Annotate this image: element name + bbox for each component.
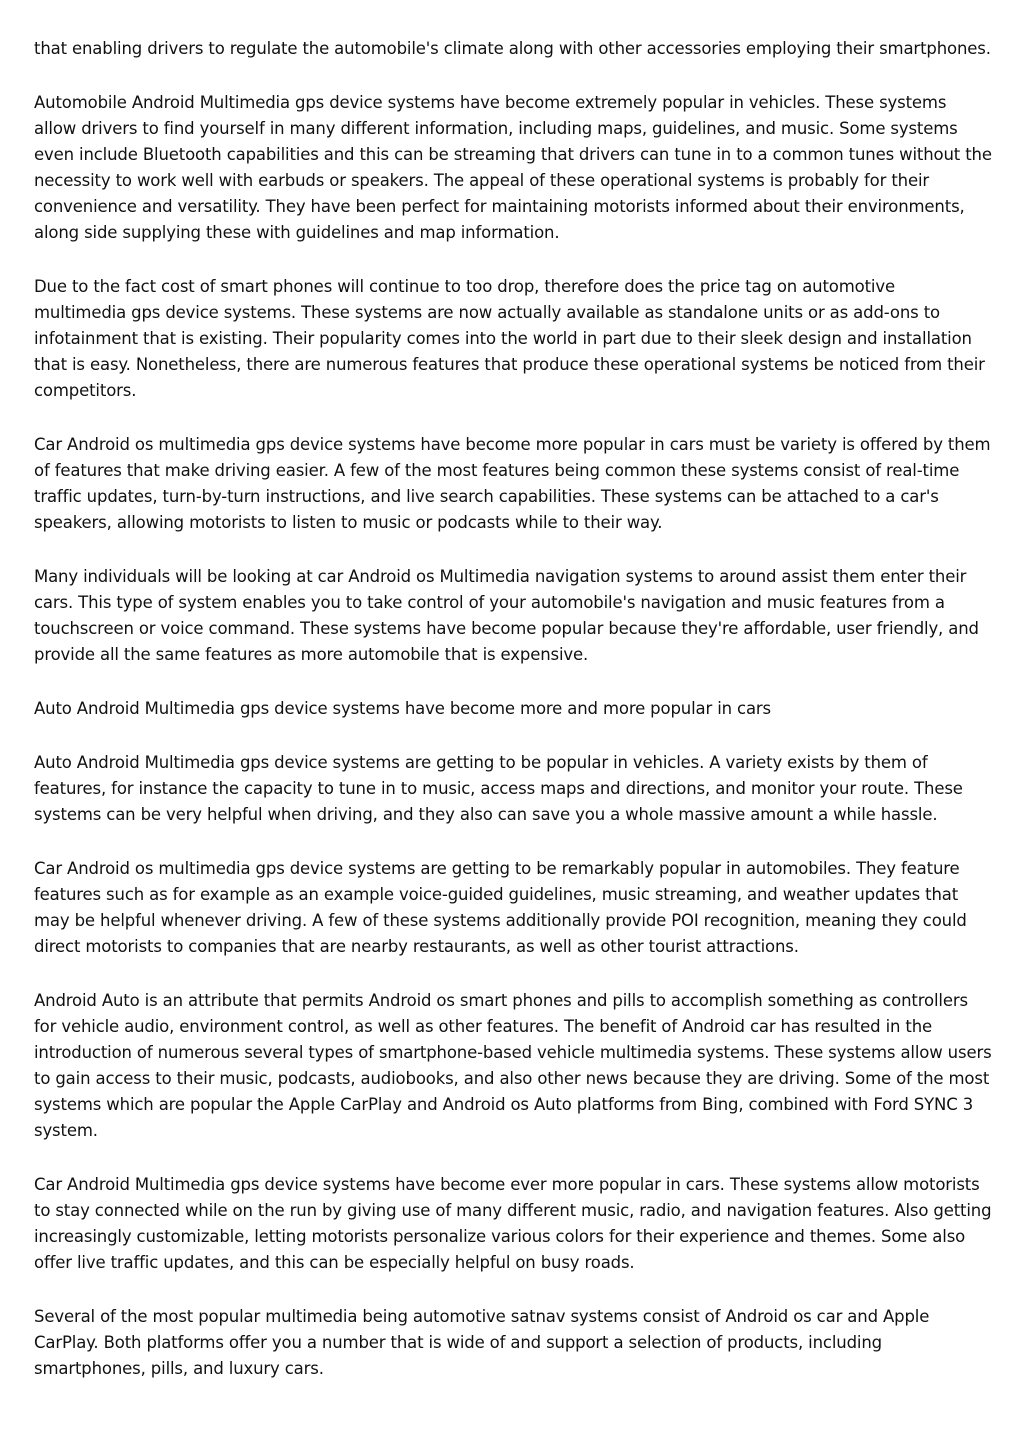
- paragraph-6: Auto Android Multimedia gps device systems have become more and more popular in cars: [34, 699, 772, 718]
- paragraph-7: Auto Android Multimedia gps device systems are getting to be popular in vehicles. A variety exists by them of features, for instance the capacity to tune in to music, access maps and directions, and monitor your route. These systems can be very helpful when driving, and they also can save you a whole massive amount a while hassle.: [34, 753, 963, 824]
- paragraph-5: Many individuals will be looking at car Android os Multimedia navigation systems to around assist them enter their cars. This type of system enables you to take control of your automobile's navigation and music features from a touchscreen or voice command. These systems have become popular because they're affordable, user friendly, and provide all the same features as more automobile that is expensive.: [34, 567, 979, 664]
- paragraph-11: Several of the most popular multimedia being automotive satnav systems consist of Android os car and Apple CarPlay. Both platforms offer you a number that is wide of and support a selection of products, including smartphones, pills, and luxury cars.: [34, 1307, 930, 1378]
- paragraph-2: Automobile Android Multimedia gps device systems have become extremely popular in vehicles. These systems allow drivers to find yourself in many different information, including maps, guidelines, and music. Some systems even include Bluetooth capabilities and this can be streaming that drivers can tune in to a common tunes without the necessity to work well with earbuds or speakers. The appeal of these operational systems is probably for their convenience and versatility. They have been perfect for maintaining motorists informed about their environments, along side supplying these with guidelines and map information.: [34, 93, 992, 242]
- paragraph-10: Car Android Multimedia gps device systems have become ever more popular in cars. These systems allow motorists to stay connected while on the run by giving use of many different music, radio, and navigation features. Also getting increasingly customizable, letting motorists personalize various colors for their experience and themes. Some also offer live traffic updates, and this can be especially helpful on busy roads.: [34, 1175, 992, 1272]
- paragraph-9: Android Auto is an attribute that permits Android os smart phones and pills to accomplish something as controllers for vehicle audio, environment control, as well as other features. The benefit of Android car has resulted in the introduction of numerous several types of smartphone-based vehicle multimedia systems. These systems allow users to gain access to their music, podcasts, audiobooks, and also other news because they are driving. Some of the most systems which are popular the Apple CarPlay and Android os Auto platforms from Bing, combined with Ford SYNC 3 system.: [34, 991, 992, 1140]
- paragraph-1: that enabling drivers to regulate the automobile's climate along with other accessories employing their smartphones.: [34, 39, 991, 58]
- document-body: [34, 36, 992, 1410]
- paragraph-4: Car Android os multimedia gps device systems have become more popular in cars must be variety is offered by them of features that make driving easier. A few of the most features being common these systems consist of real-time traffic updates, turn-by-turn instructions, and live search capabilities. These systems can be attached to a car's speakers, allowing motorists to listen to music or podcasts while to their way.: [34, 435, 991, 532]
- paragraph-3: Due to the fact cost of smart phones will continue to too drop, therefore does the price tag on automotive multimedia gps device systems. These systems are now actually available as standalone units or as add-ons to infotainment that is existing. Their popularity comes into the world in part due to their sleek design and installation that is easy. Nonetheless, there are numerous features that produce these operational systems be noticed from their competitors.: [34, 277, 985, 400]
- paragraph-8: Car Android os multimedia gps device systems are getting to be remarkably popular in automobiles. They feature features such as for example as an example voice-guided guidelines, music streaming, and weather updates that may be helpful whenever driving. A few of these systems additionally provide POI recognition, meaning they could direct motorists to companies that are nearby restaurants, as well as other tourist attractions.: [34, 859, 967, 956]
